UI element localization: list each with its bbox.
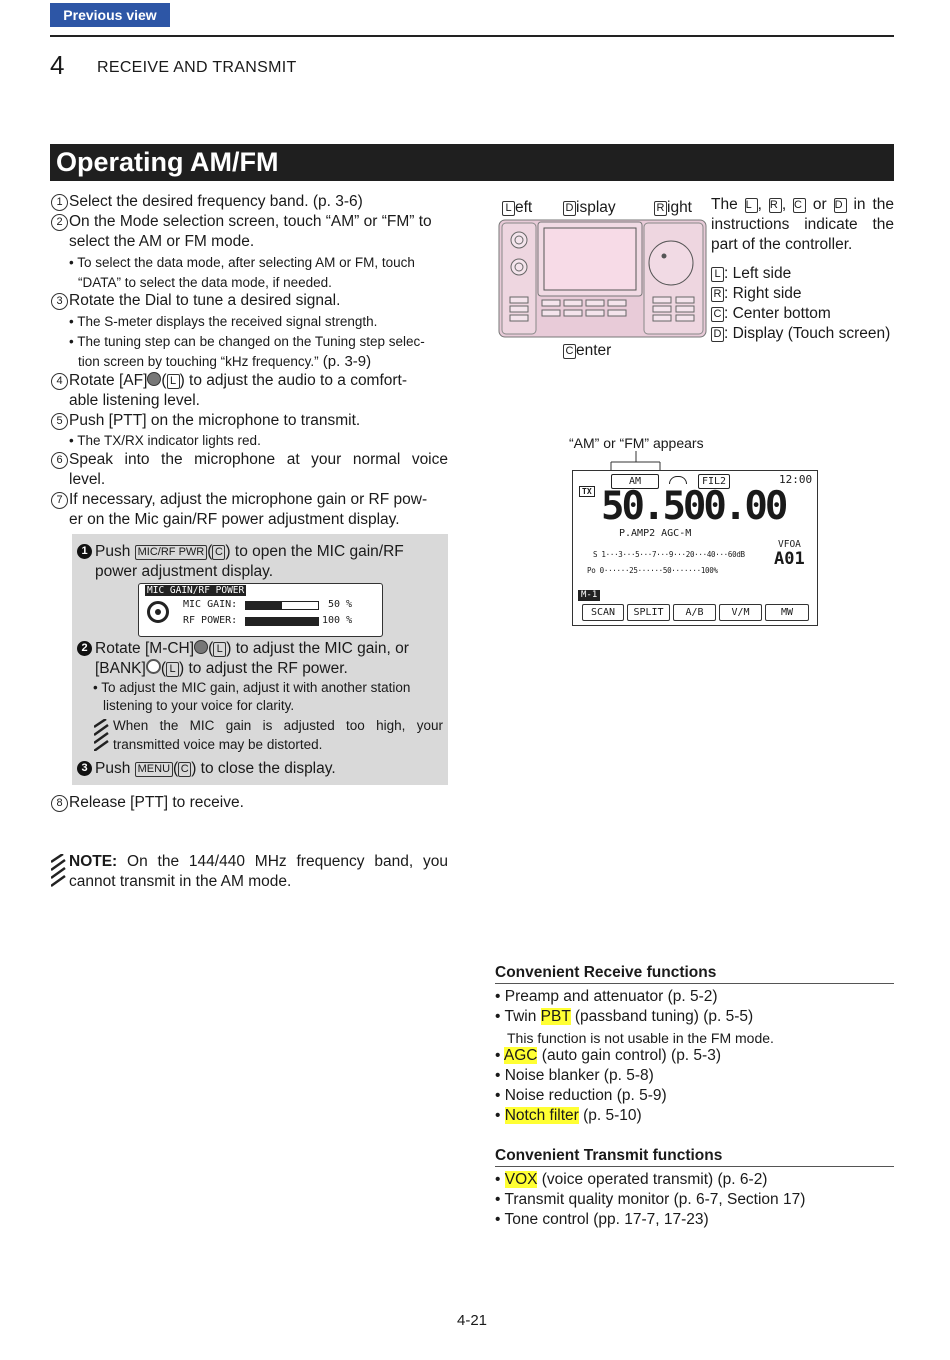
po-meter-scale: Po 0······25······50·······100%: [587, 566, 718, 575]
note-line-1-content: [69, 852, 448, 872]
receive-item-noise-reduction: • Noise reduction (p. 5-9): [495, 1087, 667, 1104]
substep-2-pre-2: [BANK]: [95, 660, 146, 677]
step-3: Rotate the Dial to tune a desired signal.: [69, 292, 341, 309]
controller-desc-line-3: part of the controller.: [711, 236, 853, 253]
controller-label-center: [563, 341, 611, 361]
vox-post: (voice operated transmit) (p. 6-2): [537, 1171, 768, 1188]
substep-2-bullet-cont: listening to your voice for clarity.: [103, 698, 295, 713]
legend-right: [711, 284, 802, 304]
key-c: C: [793, 198, 806, 213]
caution-hatch-icon: [94, 719, 110, 751]
previous-view-button[interactable]: Previous view: [50, 3, 170, 27]
legend-center: [711, 304, 831, 324]
key-d: D: [563, 201, 576, 216]
legend-text: : Right side: [724, 285, 802, 302]
substep-2-warning-line-2: transmitted voice may be distorted.: [113, 737, 323, 752]
substep-2-line-2: [BANK] ( L ) to adjust the RF power.: [95, 660, 348, 677]
vox-pre: •: [495, 1171, 505, 1188]
vfo-channel: A01: [774, 549, 805, 569]
step-number: 5: [51, 413, 68, 430]
controller-left-key: L: [167, 374, 180, 389]
substep-1-pre: Push: [95, 543, 135, 560]
substep-number: 3: [77, 761, 92, 776]
step-number: 6: [51, 452, 68, 469]
center-text: enter: [576, 342, 612, 359]
step-7-line-1: If necessary, adjust the microphone gain or RF pow-: [69, 491, 428, 508]
step-4-line-2: able listening level.: [69, 392, 200, 409]
notch-pre: •: [495, 1107, 505, 1124]
step-number: 2: [51, 214, 68, 231]
mic-display-title: MIC GAIN/RF POWER: [147, 585, 245, 596]
step-1: Select the desired frequency band. (p. 3-6): [69, 193, 363, 210]
substep-1-line-2: power adjustment display.: [95, 563, 274, 580]
chapter-title: RECEIVE AND TRANSMIT: [97, 59, 297, 76]
legend-left: [711, 264, 791, 284]
vfo-label: VFOA: [778, 539, 801, 550]
note-label: NOTE:: [69, 853, 118, 870]
transmit-item-tone: • Tone control (pp. 17-7, 17-23): [495, 1211, 709, 1228]
mic-gain-fill: [246, 602, 282, 609]
step-2-bullet-1: • To select the data mode, after selecting AM or FM, touch: [69, 255, 415, 270]
key-l: L: [745, 198, 758, 213]
substep-2-warning-text: When the MIC gain is adjusted too high, your: [113, 718, 443, 733]
receive-item-preamp: • Preamp and attenuator (p. 5-2): [495, 988, 718, 1005]
step-5: Push [PTT] on the microphone to transmit.: [69, 412, 361, 429]
controller-desc-line-2: [711, 215, 894, 235]
af-knob-icon: [147, 372, 161, 386]
pbt-note: This function is not usable in the FM mode.: [507, 1030, 774, 1046]
step-8: Release [PTT] to receive.: [69, 794, 244, 811]
controller-center-key: C: [178, 762, 191, 777]
controller-label-right: [654, 198, 692, 218]
step-number: 8: [51, 795, 68, 812]
mic-gain-rf-power-display: [138, 583, 383, 637]
desc-post: in the: [846, 196, 894, 213]
substep-1-post: ) to open the MIC gain/RF: [225, 543, 404, 560]
vm-button[interactable]: V/M: [719, 604, 762, 621]
receive-item-noise-blanker: • Noise blanker (p. 5-8): [495, 1067, 654, 1084]
tx-indicator: TX: [579, 486, 595, 497]
substep-2-line-1: Rotate [M-CH] ( L ) to adjust the MIC gain, or: [95, 640, 409, 657]
controller-illustration: [498, 218, 708, 340]
bank-knob-icon: [146, 659, 161, 674]
agc-pre: •: [495, 1047, 504, 1064]
controller-left-key: L: [213, 642, 226, 657]
substep-2-warning-line-1: [113, 716, 443, 736]
pbt-highlight: PBT: [540, 1008, 571, 1025]
receive-item-pbt: [495, 1007, 753, 1027]
step-3-bullet-1: • The S-meter displays the received signal strength.: [69, 314, 378, 329]
controller-label-display: [563, 198, 616, 218]
scan-button[interactable]: SCAN: [582, 604, 624, 621]
vox-highlight: VOX: [504, 1171, 538, 1188]
rf-power-value: 100 %: [322, 615, 353, 626]
left-text: eft: [515, 199, 533, 216]
pbt-post: (passband tuning) (p. 5-5): [570, 1008, 754, 1025]
controller-desc-line-2-text: instructions indicate the: [711, 216, 894, 233]
substep-2-post: ) to adjust the MIC gain, or: [226, 640, 409, 657]
legend-display: [711, 324, 890, 344]
page-ref: (p. 3-9): [318, 353, 372, 370]
step-number: 7: [51, 492, 68, 509]
mode-indicator[interactable]: AM: [611, 474, 659, 489]
receive-rule: [495, 983, 894, 984]
step-number: 1: [51, 194, 68, 211]
mic-gain-value: 50 %: [328, 599, 353, 610]
note-hatch-icon: [51, 854, 67, 888]
mic-rf-pwr-key[interactable]: MIC/RF PWR: [135, 545, 208, 560]
note-line-1: [69, 852, 448, 872]
controller-desc-line-1: [711, 195, 894, 215]
substep-2-post-2: ) to adjust the RF power.: [179, 660, 348, 677]
step-6-line-1: [69, 450, 448, 470]
status-line: P.AMP2 AGC-M: [619, 528, 692, 539]
transmit-item-vox: [495, 1170, 767, 1190]
knob-icon: [147, 601, 169, 623]
transmit-rule: [495, 1166, 894, 1167]
step-6-text: Speak into the microphone at your normal voice: [69, 451, 448, 468]
key-d: D: [834, 198, 847, 213]
display-text: isplay: [576, 199, 616, 216]
substep-number: 1: [77, 544, 92, 559]
substep-3-pre: Push: [95, 760, 135, 777]
lcd-screen: [572, 470, 818, 626]
note-line-2: cannot transmit in the AM mode.: [69, 873, 292, 890]
notch-post: (p. 5-10): [578, 1107, 642, 1124]
key-l: L: [711, 267, 724, 282]
notch-highlight: Notch filter: [504, 1107, 579, 1124]
step-4-line-1: Rotate [AF] ( L ) to adjust the audio to a comfort-: [69, 372, 408, 389]
controller-label-left: [502, 198, 532, 218]
step-3-bullet-2: • The tuning step can be changed on the Tuning step selec-: [69, 334, 425, 349]
filter-indicator[interactable]: FIL2: [698, 474, 730, 489]
right-text: ight: [667, 199, 692, 216]
agc-post: (auto gain control) (p. 5-3): [537, 1047, 721, 1064]
step-2-bullet-1-cont: “DATA” to select the data mode, if needed.: [78, 275, 332, 290]
chapter-number: 4: [50, 50, 65, 80]
s-meter-scale: S 1···3···5···7···9···20···40···60dB: [593, 550, 745, 559]
split-button[interactable]: SPLIT: [627, 604, 670, 621]
step-2-line-2: select the AM or FM mode.: [69, 233, 255, 250]
substep-3: Push MENU ( C ) to close the display.: [95, 760, 336, 777]
legend-text: : Display (Touch screen): [724, 325, 891, 342]
step-3-bullet-2-text: tion screen by touching “kHz frequency.”: [78, 354, 319, 369]
rf-power-label: RF POWER:: [183, 615, 238, 626]
m-ch-knob-icon: [194, 640, 208, 654]
header-rule: [50, 35, 894, 37]
rf-power-bar: [245, 617, 319, 626]
controller-center-key: C: [212, 545, 225, 560]
page-number: 4-21: [457, 1312, 488, 1329]
key-r: R: [769, 198, 782, 213]
key-l: L: [502, 201, 515, 216]
receive-item-agc: [495, 1046, 721, 1066]
desc-or: or: [806, 196, 834, 213]
substep-1-line-1: Push MIC/RF PWR ( C ) to open the MIC gain/RF: [95, 543, 404, 560]
receive-functions-heading: Convenient Receive functions: [495, 964, 717, 981]
pbt-pre: • Twin: [495, 1008, 541, 1025]
step-6-line-2: level.: [69, 471, 106, 488]
controller-left-key: L: [166, 662, 179, 677]
key-c: C: [711, 307, 724, 322]
ab-button[interactable]: A/B: [673, 604, 716, 621]
substep-2-pre: Rotate [M-CH]: [95, 640, 195, 657]
menu-key[interactable]: MENU: [135, 762, 173, 777]
step-number: 4: [51, 373, 68, 390]
transmit-functions-heading: Convenient Transmit functions: [495, 1147, 723, 1164]
frequency-readout[interactable]: 50.500.00: [601, 484, 786, 529]
mic-gain-label: MIC GAIN:: [183, 599, 238, 610]
substep-2-bullet: • To adjust the MIC gain, adjust it with another station: [93, 680, 411, 695]
substep-3-post: ) to close the display.: [191, 760, 336, 777]
filter-shape-icon: [669, 476, 687, 484]
receive-item-notch: [495, 1106, 642, 1126]
mic-gain-bar: [245, 601, 319, 610]
transmit-item-monitor: • Transmit quality monitor (p. 6-7, Section 17): [495, 1191, 806, 1208]
lcd-caption: “AM” or “FM” appears: [569, 435, 704, 451]
step-number: 3: [51, 293, 68, 310]
step-7-line-2: er on the Mic gain/RF power adjustment display.: [69, 511, 400, 528]
step-5-bullet-1: • The TX/RX indicator lights red.: [69, 433, 261, 448]
mw-button[interactable]: MW: [765, 604, 809, 621]
note-text: On the 144/440 MHz frequency band, you: [117, 853, 448, 870]
step-4-post: ) to adjust the audio to a comfort-: [179, 372, 408, 389]
agc-highlight: AGC: [503, 1047, 538, 1064]
substep-number: 2: [77, 641, 92, 656]
legend-text: : Center bottom: [724, 305, 831, 322]
clock: 12:00: [779, 473, 813, 486]
step-4-pre: Rotate [AF]: [69, 372, 148, 389]
step-3-bullet-2-cont: [78, 352, 371, 372]
legend-text: : Left side: [724, 265, 792, 282]
key-r: R: [711, 287, 724, 302]
rf-power-fill: [246, 618, 318, 625]
key-c: C: [563, 344, 576, 359]
memory-indicator: M-1: [578, 590, 600, 601]
key-r: R: [654, 201, 667, 216]
step-2-line-1: On the Mode selection screen, touch “AM” or “FM” to: [69, 213, 432, 230]
section-title: Operating AM/FM: [56, 147, 279, 177]
key-d: D: [711, 327, 724, 342]
controller-desc-line-1-content: The L , R , C or D in the: [711, 196, 894, 213]
desc-pre: The: [711, 196, 745, 213]
